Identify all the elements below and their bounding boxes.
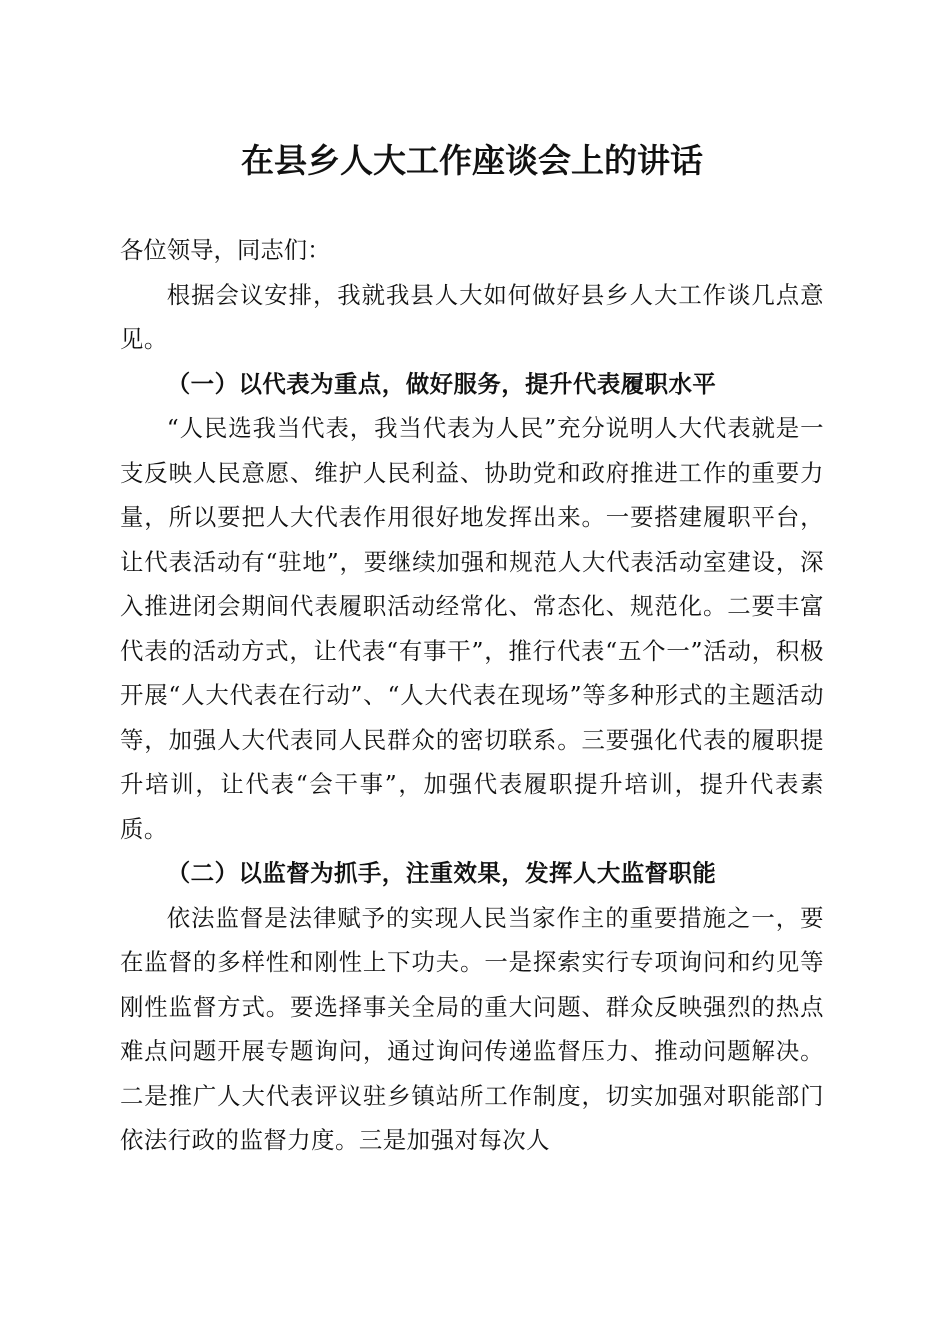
document-title: 在县乡人大工作座谈会上的讲话	[241, 141, 703, 180]
section-body-1: “人民选我当代表，我当代表为人民”充分说明人大代表就是一支反映人民意愿、维护人民利益、协助党和政府推进工作的重要力量，所以要把人大代表作用很好地发挥出来。一要搭建履职平台，让代表活动有“驻地”，要继续加强和规范人大代表活动室建设，深入推进闭会期间代表履职活动经常化、常态化、规范化。二要丰富代表的活动方式，让代表“有事干”，推行代表“五个一”活动，积极开展“人大代表在行动”、“人大代表在现场”等多种形式的主题活动等，加强人大代表同人民群众的密切联系。三要强化代表的履职提升培训，让代表“会干事”，加强代表履职提升培训，提升代表素质。	[120, 414, 824, 843]
salutation: 各位领导，同志们：	[120, 236, 331, 264]
section-body-2: 依法监督是法律赋予的实现人民当家作主的重要措施之一，要在监督的多样性和刚性上下功夫。一是探索实行专项询问和约见等刚性监督方式。要选择事关全局的重大问题、群众反映强烈的热点难点问题开展专题询问，通过询问传递监督压力、推动问题解决。二是推广人大代表评议驻乡镇站所工作制度，切实加强对职能部门依法行政的监督力度。三是加强对每次人	[120, 903, 824, 1154]
section-heading-1: （一）以代表为重点，做好服务，提升代表履职水平	[166, 369, 717, 398]
intro-paragraph: 根据会议安排，我就我县人大如何做好县乡人大工作谈几点意见。	[120, 280, 824, 353]
document-page	[120, 138, 824, 1163]
section-heading-2: （二）以监督为抓手，注重效果，发挥人大监督职能	[166, 859, 717, 887]
